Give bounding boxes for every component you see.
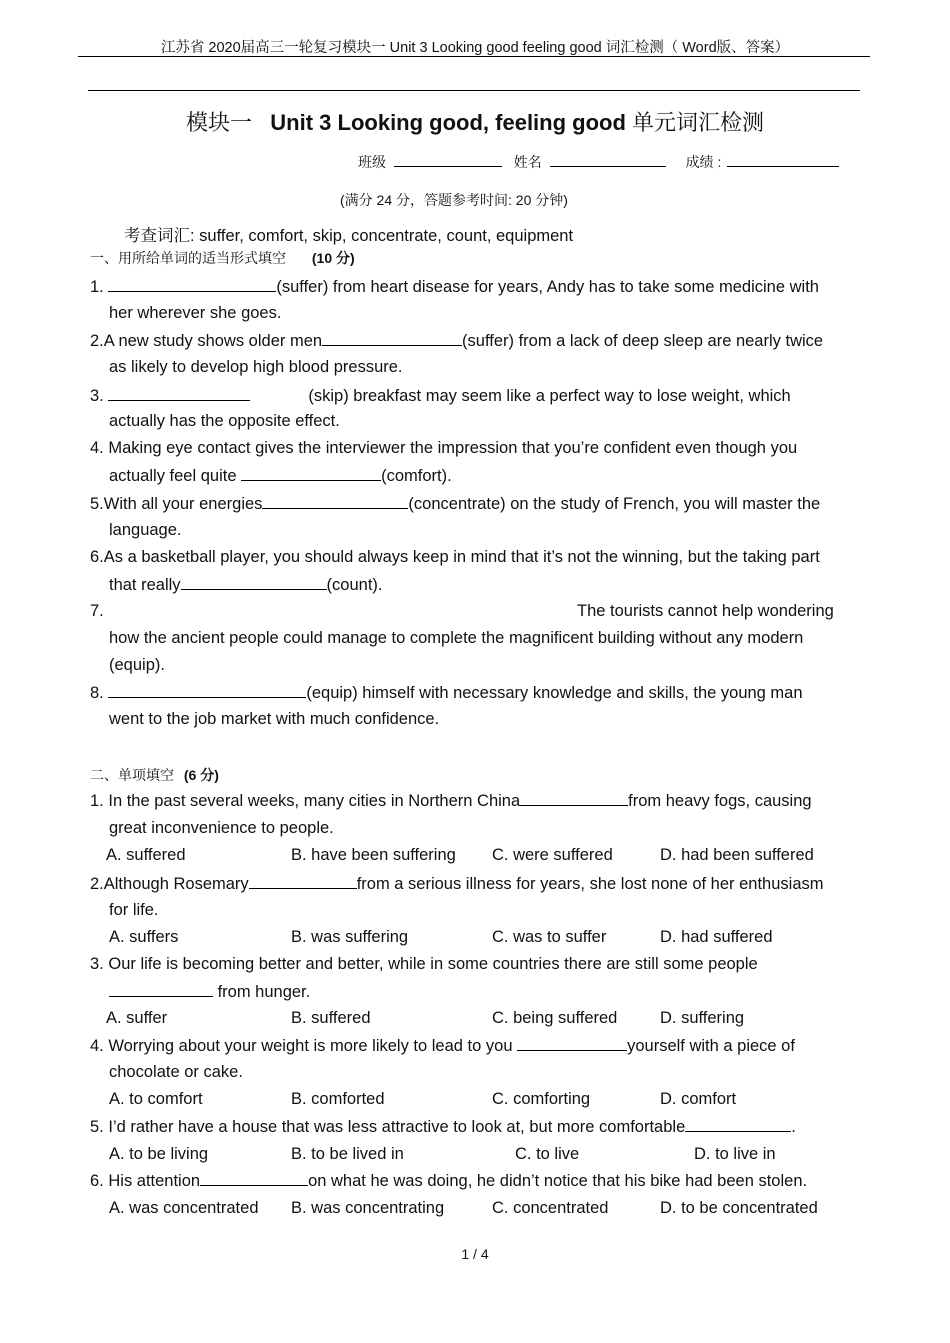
option-c[interactable]: C. concentrated bbox=[492, 1199, 609, 1217]
name-label: 姓名 bbox=[513, 154, 542, 170]
vocab-list: 考查词汇: suffer, comfort, skip, concentrate, count, equipment bbox=[124, 227, 574, 245]
score-field[interactable] bbox=[727, 152, 839, 167]
option-d[interactable]: D. to be concentrated bbox=[660, 1199, 818, 1217]
item-text: As a basketball player, you should always keep in mind that it’s not the winning, but the taking part bbox=[103, 548, 820, 566]
option-d[interactable]: D. comfort bbox=[660, 1090, 737, 1108]
answer-blank[interactable] bbox=[181, 575, 327, 590]
answer-blank[interactable] bbox=[249, 874, 357, 889]
section1-score: (10 分) bbox=[311, 250, 355, 266]
option-a[interactable]: A. to comfort bbox=[109, 1090, 203, 1108]
mc-question-5 bbox=[90, 1117, 796, 1137]
item-text: on what he was doing, he didn’t notice that his bike had been stolen. bbox=[308, 1172, 808, 1190]
item-text: (concentrate) on the study of French, you will master the bbox=[408, 495, 821, 513]
item-text: that really bbox=[109, 576, 181, 594]
fill-item-2 bbox=[90, 331, 823, 351]
item-number: 8. bbox=[90, 684, 104, 702]
item-text: With all your energies bbox=[103, 495, 263, 513]
item-text: (equip) himself with necessary knowledge and skills, the young man bbox=[306, 684, 803, 702]
fill-item-4 bbox=[90, 439, 797, 458]
item-number: 5. bbox=[90, 495, 104, 513]
option-c[interactable]: C. to live bbox=[515, 1145, 580, 1163]
option-c[interactable]: C. was to suffer bbox=[492, 928, 607, 946]
option-a[interactable]: A. was concentrated bbox=[109, 1199, 259, 1217]
mc-question-4-cont: chocolate or cake. bbox=[109, 1063, 243, 1081]
fill-item-6-cont bbox=[109, 575, 382, 595]
fill-item-8 bbox=[90, 683, 803, 703]
fill-item-4-cont bbox=[109, 466, 452, 486]
fill-item-1 bbox=[90, 277, 819, 297]
answer-blank[interactable] bbox=[517, 1036, 627, 1051]
fill-item-5-cont: language. bbox=[109, 521, 182, 539]
option-d[interactable]: D. had been suffered bbox=[660, 846, 814, 864]
answer-blank[interactable] bbox=[520, 791, 628, 806]
page-number: 1 / 4 bbox=[461, 1246, 489, 1262]
item-number: 4. bbox=[90, 439, 104, 457]
option-a[interactable]: A. to be living bbox=[109, 1145, 209, 1163]
item-number: 5. bbox=[90, 1118, 104, 1136]
fill-item-6 bbox=[90, 548, 820, 567]
option-c[interactable]: C. being suffered bbox=[492, 1009, 618, 1027]
item-text: from hunger. bbox=[217, 983, 311, 1001]
fill-item-2-cont: as likely to develop high blood pressure. bbox=[109, 358, 403, 376]
name-field[interactable] bbox=[550, 152, 666, 167]
header-rule bbox=[78, 56, 870, 57]
option-d[interactable]: D. had suffered bbox=[660, 928, 773, 946]
answer-blank[interactable] bbox=[262, 494, 408, 509]
option-b[interactable]: B. comforted bbox=[291, 1090, 385, 1108]
class-field[interactable] bbox=[394, 152, 502, 167]
mc-question-2-cont: for life. bbox=[109, 901, 159, 919]
option-a[interactable]: A. suffer bbox=[106, 1009, 168, 1027]
item-text: I’d rather have a house that was less attractive to look at, but more comfortable bbox=[108, 1118, 686, 1136]
item-text: His attention bbox=[108, 1172, 201, 1190]
mc-question-3-cont bbox=[109, 982, 310, 1002]
item-number: 3. bbox=[90, 387, 104, 405]
item-number: 3. bbox=[90, 955, 104, 973]
fill-item-7-cont2: (equip). bbox=[109, 656, 165, 674]
item-text: (suffer) from heart disease for years, Andy has to take some medicine with bbox=[276, 278, 819, 296]
item-text: Making eye contact gives the interviewer the impression that you’re confident even though you bbox=[108, 439, 798, 457]
fill-item-7-cont: how the ancient people could manage to complete the magnificent building without any modern bbox=[109, 629, 804, 647]
answer-blank[interactable] bbox=[108, 683, 306, 698]
score-label: 成绩 : bbox=[685, 154, 722, 170]
item-number: 6. bbox=[90, 1172, 104, 1190]
option-a[interactable]: A. suffered bbox=[106, 846, 186, 864]
option-d[interactable]: D. suffering bbox=[660, 1009, 745, 1027]
mc-question-1 bbox=[90, 791, 812, 811]
item-number: 1. bbox=[90, 278, 104, 296]
option-c[interactable]: C. were suffered bbox=[492, 846, 613, 864]
title-suffix: 单元词汇检测 bbox=[632, 110, 765, 135]
section2-score: (6 分) bbox=[183, 767, 219, 783]
answer-blank[interactable] bbox=[241, 466, 381, 481]
option-b[interactable]: B. was suffering bbox=[291, 928, 409, 946]
section2-heading bbox=[90, 765, 219, 785]
mc-question-3 bbox=[90, 955, 758, 974]
item-text: . bbox=[791, 1118, 796, 1136]
item-text: Our life is becoming better and better, while in some countries there are still some people bbox=[108, 955, 758, 973]
answer-blank[interactable] bbox=[200, 1171, 308, 1186]
option-d[interactable]: D. to live in bbox=[694, 1145, 776, 1163]
item-text: (suffer) from a lack of deep sleep are nearly twice bbox=[462, 332, 824, 350]
title-main: Unit 3 Looking good, feeling good bbox=[270, 110, 626, 135]
item-text: (skip) breakfast may seem like a perfect way to lose weight, which bbox=[308, 387, 791, 405]
mc-question-2 bbox=[90, 874, 824, 894]
fill-item-3-cont: actually has the opposite effect. bbox=[109, 412, 340, 430]
item-number: 2. bbox=[90, 875, 104, 893]
item-number: 2. bbox=[90, 332, 104, 350]
answer-blank[interactable] bbox=[108, 386, 250, 401]
item-text: from a serious illness for years, she lost none of her enthusiasm bbox=[356, 875, 824, 893]
option-b[interactable]: B. was concentrating bbox=[291, 1199, 445, 1217]
title-rule bbox=[88, 90, 860, 91]
title-prefix: 模块一 bbox=[185, 110, 252, 135]
fill-item-8-cont: went to the job market with much confidence. bbox=[109, 710, 440, 728]
section1-title: 一、用所给单词的适当形式填空 bbox=[90, 250, 286, 266]
item-number: 1. bbox=[90, 792, 104, 810]
fill-item-5 bbox=[90, 494, 820, 514]
item-text: In the past several weeks, many cities in Northern China bbox=[108, 792, 521, 810]
answer-blank[interactable] bbox=[108, 277, 276, 292]
option-b[interactable]: B. suffered bbox=[291, 1009, 371, 1027]
item-text: Although Rosemary bbox=[103, 875, 249, 893]
info-row bbox=[358, 152, 839, 172]
fill-item-1-cont: her wherever she goes. bbox=[109, 304, 282, 322]
class-label: 班级 bbox=[358, 154, 386, 170]
fill-item-3 bbox=[90, 386, 791, 406]
item-text: from heavy fogs, causing bbox=[628, 792, 812, 810]
option-c[interactable]: C. comforting bbox=[492, 1090, 591, 1108]
exam-meta: (满分 24 分，答题参考时间: 20 分钟) bbox=[340, 192, 568, 208]
answer-blank[interactable] bbox=[322, 331, 462, 346]
item-text: yourself with a piece of bbox=[627, 1037, 795, 1055]
answer-blank[interactable] bbox=[685, 1117, 791, 1132]
option-b[interactable]: B. to be lived in bbox=[291, 1145, 404, 1163]
item-text: actually feel quite bbox=[109, 467, 237, 485]
item-number: 4. bbox=[90, 1037, 104, 1055]
option-a[interactable]: A. suffers bbox=[109, 928, 179, 946]
item-text: Worrying about your weight is more likely to lead to you bbox=[108, 1037, 513, 1055]
page-title bbox=[0, 106, 950, 137]
section2-title: 二、单项填空 bbox=[90, 767, 174, 783]
option-b[interactable]: B. have been suffering bbox=[291, 846, 456, 864]
item-text: A new study shows older men bbox=[103, 332, 323, 350]
item-number: 6. bbox=[90, 548, 104, 566]
mc-question-1-cont: great inconvenience to people. bbox=[109, 819, 334, 837]
fill-item-7-num: 7. bbox=[90, 602, 104, 620]
mc-question-6 bbox=[90, 1171, 807, 1191]
running-header: 江苏省 2020届高三一轮复习模块一 Unit 3 Looking good feeling good 词汇检测（ Word版、答案） bbox=[160, 40, 790, 56]
answer-blank[interactable] bbox=[109, 982, 213, 997]
mc-question-4 bbox=[90, 1036, 795, 1056]
item-text: (comfort). bbox=[381, 467, 452, 485]
fill-item-7: The tourists cannot help wondering bbox=[577, 602, 834, 620]
item-text: (count). bbox=[326, 576, 383, 594]
section1-heading bbox=[90, 248, 355, 268]
